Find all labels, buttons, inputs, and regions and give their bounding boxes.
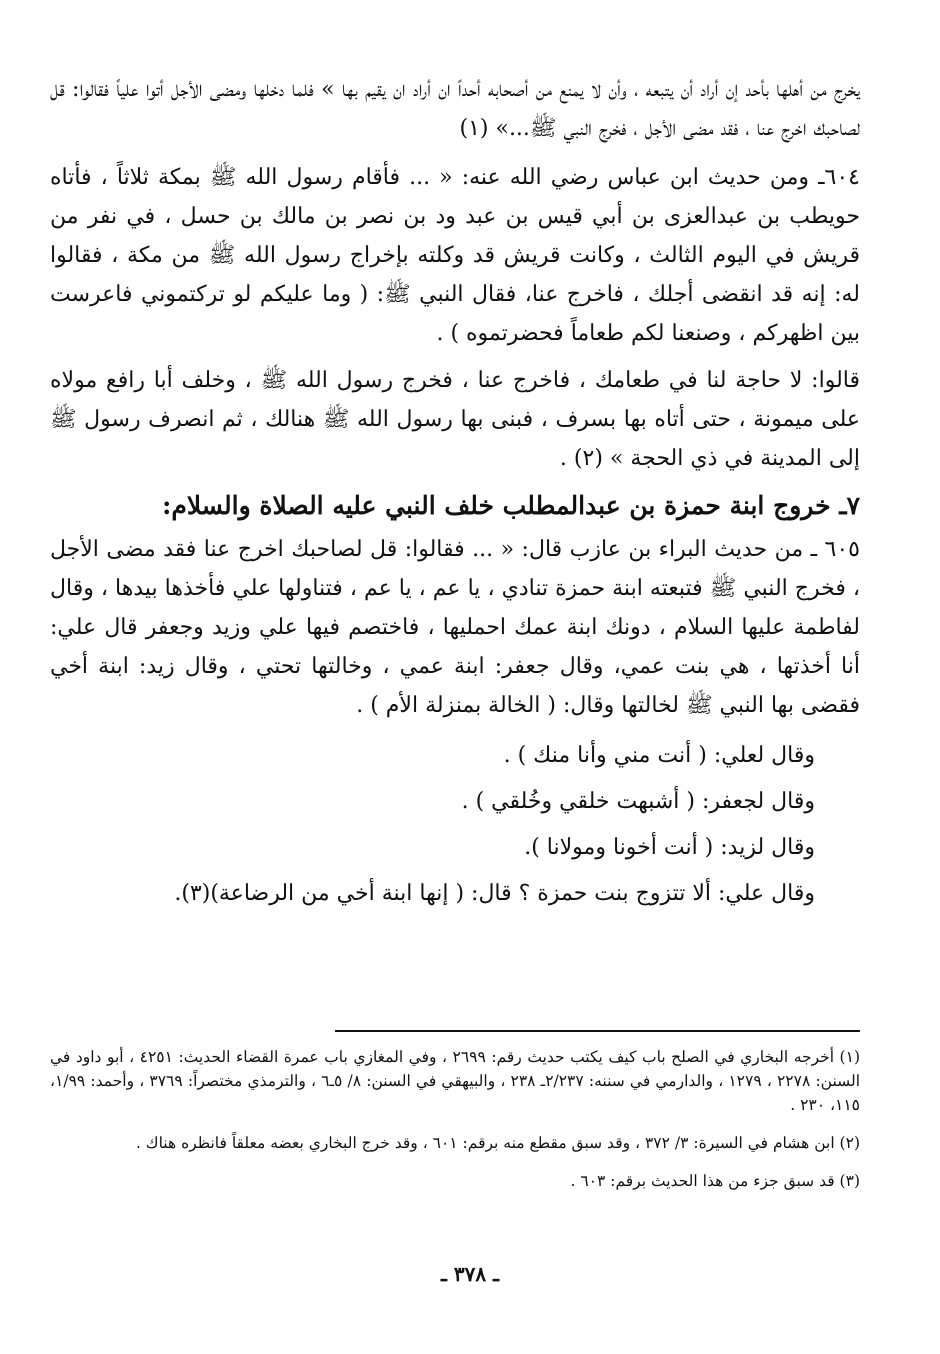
saying-zayd: وقال لزيد: ( أنت أخونا ومولانا ). bbox=[524, 835, 815, 860]
page-number: ـ ٣٧٨ ـ bbox=[441, 1262, 499, 1286]
section-heading: ٧ـ خروج ابنة حمزة بن عبدالمطلب خلف النبي عليه الصلاة والسلام: bbox=[162, 491, 860, 520]
footnote-3: (٣) قد سبق جزء من هذا الحديث برقم: ٦٠٣ . bbox=[570, 1172, 860, 1190]
main-text bbox=[50, 70, 860, 917]
saying-jafar: وقال لجعفر: ( أشبهت خلقي وخُلقي ) . bbox=[461, 789, 815, 814]
footnote-divider bbox=[335, 1030, 860, 1032]
saying-ali: وقال لعلي: ( أنت مني وأنا منك ) . bbox=[503, 743, 815, 768]
footnotes bbox=[50, 1045, 860, 1207]
paragraph-hadith-605: ٦٠٥ ـ من حديث البراء بن عازب قال: « ... فقالوا: قل لصاحبك اخرج عنا فقد مضى الأجل ، فخرج النبي ﷺ فتبعته ابنة حمزة تنادي ، يا عم ، يا عم ، فتناولها علي فأخذها بيدها ، وقال لفاطمة عليها السلام ، دونك ابنة عمك احمليها ، فاختصم فيها علي وزيد وجعفر قال علي: أنا أخذتها ، هي بنت عمي، وقال جعفر: ابنة عمي ، وخالتها تحتي ، وقال زيد: ابنة أخي فقضى بها النبي ﷺ لخالتها وقال: ( الخالة بمنزلة الأم ) . bbox=[50, 537, 860, 718]
paragraph-continuation: يخرج من أهلها بأحد إن أراد أن يتبعه ، وأن لا يمنع من أصحابه أحداً ان أراد ان يقيم بها » فلما دخلها ومضى الأجل أتوا علياً فقالوا: قل لصاحبك اخرج عنا ، فقد مضى الأجل ، فخرج النبي ﷺ...» (١) bbox=[50, 77, 860, 141]
footnote-2: (٢) ابن هشام في السيرة: ٣/ ٣٧٢ ، وقد سبق مقطع منه برقم: ٦٠١ ، وقد خرج البخاري بعضه معلقاً فانظره هناك . bbox=[135, 1134, 860, 1152]
saying-hamza-daughter: وقال علي: ألا تتزوج بنت حمزة ؟ قال: ( إنها ابنة أخي من الرضاعة)(٣). bbox=[174, 881, 815, 906]
paragraph-hadith-604-continued: قالوا: لا حاجة لنا في طعامك ، فاخرج عنا ، فخرج رسول الله ﷺ ، وخلف أبا رافع مولاه على ميمونة ، حتى أتاه بها بسرف ، فبنى بها رسول الله ﷺ هنالك ، ثم انصرف رسول ﷺ إلى المدينة في ذي الحجة » (٢) . bbox=[50, 368, 860, 471]
footnote-1: (١) أخرجه البخاري في الصلح باب كيف يكتب حديث رقم: ٢٦٩٩ ، وفي المغازي باب عمرة القضاء الحديث: ٤٢٥١ ، أبو داود في السنن: ٢٢٧٨ ، ١٢٧٩ ، والدارمي في سننه: ٢/٢٣٧ـ ٢٣٨ ، والبيهقي في السنن: ٨/ ٥ـ٦ ، والترمذي مختصراً: ٣٧٦٩ ، وأحمد: ١/٩٩، ١١٥، ٢٣٠ . bbox=[50, 1048, 861, 1114]
paragraph-hadith-604: ٦٠٤ـ ومن حديث ابن عباس رضي الله عنه: « ... فأقام رسول الله ﷺ بمكة ثلاثاً ، فأتاه حويطب بن عبدالعزى بن أبي قيس بن عبد ود بن نصر بن مالك بن حسل ، في نفر من قريش في اليوم الثالث ، وكانت قريش قد وكلته بإخراج رسول الله ﷺ من مكة ، فقالوا له: إنه قد انقضى أجلك ، فاخرج عنا، فقال النبي ﷺ: ( وما عليكم لو تركتموني فاعرست بين اظهركم ، وصنعنا لكم طعاماً فحضرتموه ) . bbox=[50, 165, 860, 346]
